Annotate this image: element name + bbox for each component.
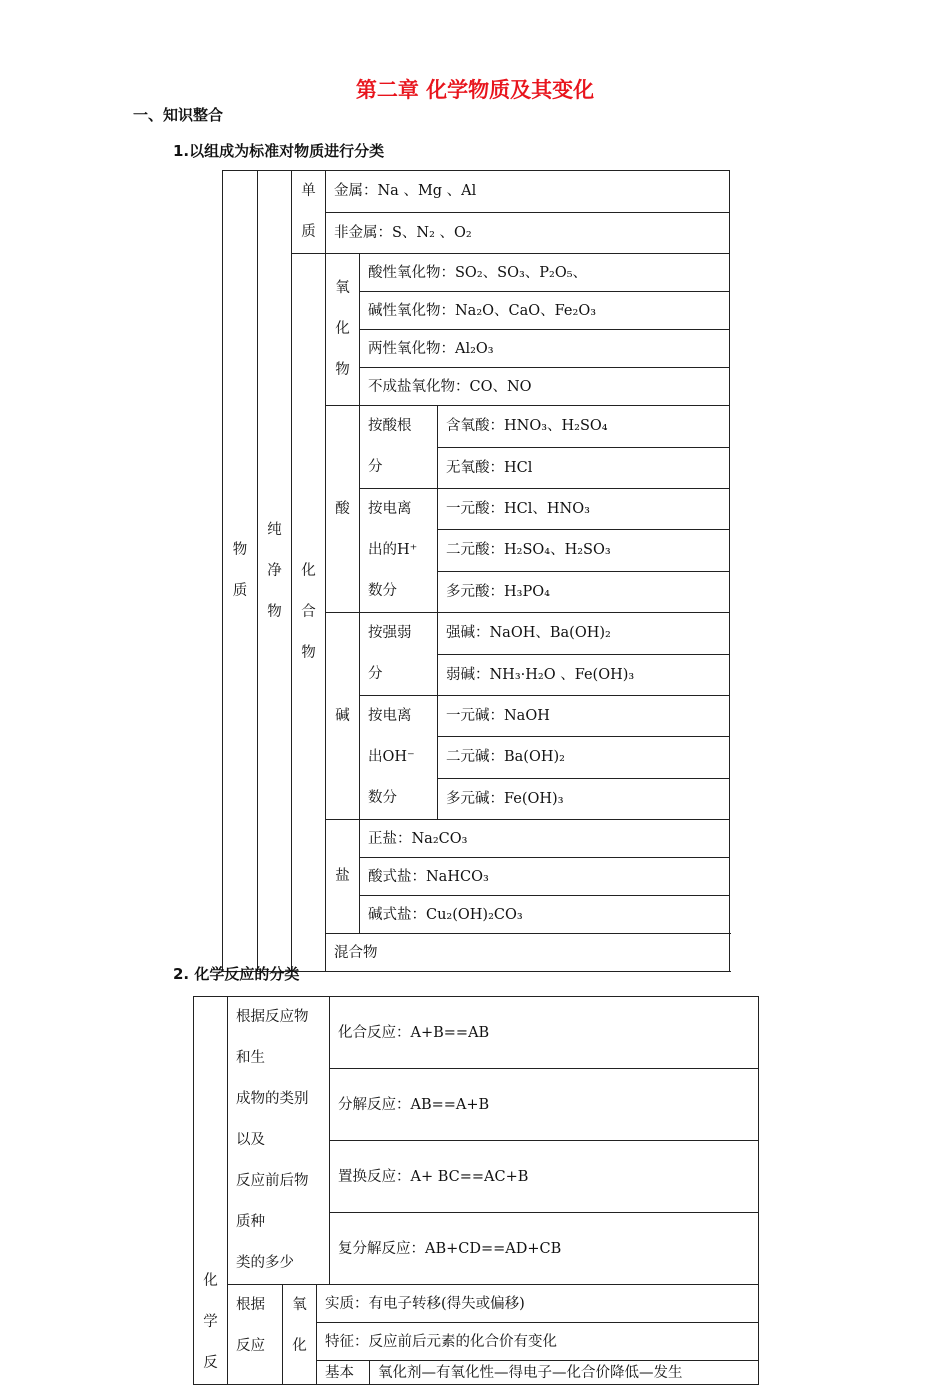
- strong-base-row: 强碱：NaOH、Ba(OH)₂: [438, 613, 730, 655]
- polybasic-acid-row: 多元酸：H₃PO₄: [438, 571, 730, 612]
- monobasic-acid-row: 一元酸：HCl、HNO₃: [438, 489, 730, 530]
- basic-salt-row: 碱式盐：Cu₂(OH)₂CO₃: [360, 896, 730, 934]
- page-title: 第二章 化学物质及其变化: [355, 78, 595, 102]
- oxidizer-row: 氧化剂—有氧化性—得电子—化合价降低—发生: [370, 1361, 759, 1385]
- acid-salt-row: 酸式盐：NaHCO₃: [360, 858, 730, 896]
- acid-by-h-ion-label: 按电离 出的H⁺ 数分: [360, 489, 438, 613]
- substance-classification-table: [222, 170, 730, 972]
- base-label: 碱: [326, 613, 360, 820]
- subsection-heading-classification: 1.以组成为标准对物质进行分类: [173, 142, 385, 160]
- base-by-oh-ion-label: 按电离 出OH⁻ 数分: [360, 696, 438, 820]
- oxide-label: 氧 化 物: [326, 254, 360, 406]
- weak-base-row: 弱碱：NH₃·H₂O 、Fe(OH)₃: [438, 654, 730, 696]
- acidic-oxide-row: 酸性氧化物：SO₂、SO₃、P₂O₅、: [360, 254, 730, 292]
- metal-row: 金属：Na 、Mg 、Al: [326, 171, 730, 213]
- essence-row: 实质：有电子转移(得失或偏移): [317, 1285, 759, 1323]
- feature-row: 特征：反应前后元素的化合价有变化: [317, 1323, 759, 1361]
- basis-by-reaction-label: 根据 反应: [228, 1285, 283, 1385]
- basis-by-species-label: 根据反应物和生 成物的类别以及 反应前后物质种 类的多少: [228, 997, 330, 1285]
- amphoteric-oxide-row: 两性氧化物：Al₂O₃: [360, 330, 730, 368]
- polyacidic-base-row: 多元碱：Fe(OH)₃: [438, 778, 730, 819]
- double-decomposition-row: 复分解反应：AB+CD==AD+CB: [330, 1213, 759, 1285]
- displacement-reaction-row: 置换反应：A+ BC==AC+B: [330, 1141, 759, 1213]
- chemical-reaction-label: 化 学 反: [194, 997, 228, 1385]
- section-heading: 一、知识整合: [133, 106, 224, 124]
- diacidic-base-row: 二元碱：Ba(OH)₂: [438, 737, 730, 778]
- oxygen-free-acid-row: 无氧酸：HCl: [438, 447, 730, 489]
- nonmetal-row: 非金属：S、N₂ 、O₂: [326, 212, 730, 254]
- non-salt-oxide-row: 不成盐氧化物：CO、NO: [360, 368, 730, 406]
- mixture-row: 混合物: [326, 934, 730, 972]
- pure-substance-label: 纯 净 物: [258, 171, 292, 972]
- subsection-heading-reactions: 2. 化学反应的分类: [173, 965, 300, 983]
- basic-oxide-row: 碱性氧化物：Na₂O、CaO、Fe₂O₃: [360, 292, 730, 330]
- reaction-classification-table: [193, 996, 759, 1385]
- base-by-strength-label: 按强弱 分: [360, 613, 438, 696]
- monoacidic-base-row: 一元碱：NaOH: [438, 696, 730, 737]
- combination-reaction-row: 化合反应：A+B==AB: [330, 997, 759, 1069]
- basic-label: 基本: [317, 1361, 370, 1385]
- oxyacid-row: 含氧酸：HNO₃、H₂SO₄: [438, 406, 730, 448]
- redox-label: 氧 化: [283, 1285, 317, 1385]
- dibasic-acid-row: 二元酸：H₂SO₄、H₂SO₃: [438, 530, 730, 571]
- matter-label: 物 质: [223, 171, 258, 972]
- acid-label: 酸: [326, 406, 360, 613]
- acid-by-radical-label: 按酸根 分: [360, 406, 438, 489]
- decomposition-reaction-row: 分解反应：AB==A+B: [330, 1069, 759, 1141]
- element-substance-label: 单 质: [292, 171, 326, 254]
- normal-salt-row: 正盐：Na₂CO₃: [360, 820, 730, 858]
- salt-label: 盐: [326, 820, 360, 934]
- compound-label: 化 合 物: [292, 254, 326, 972]
